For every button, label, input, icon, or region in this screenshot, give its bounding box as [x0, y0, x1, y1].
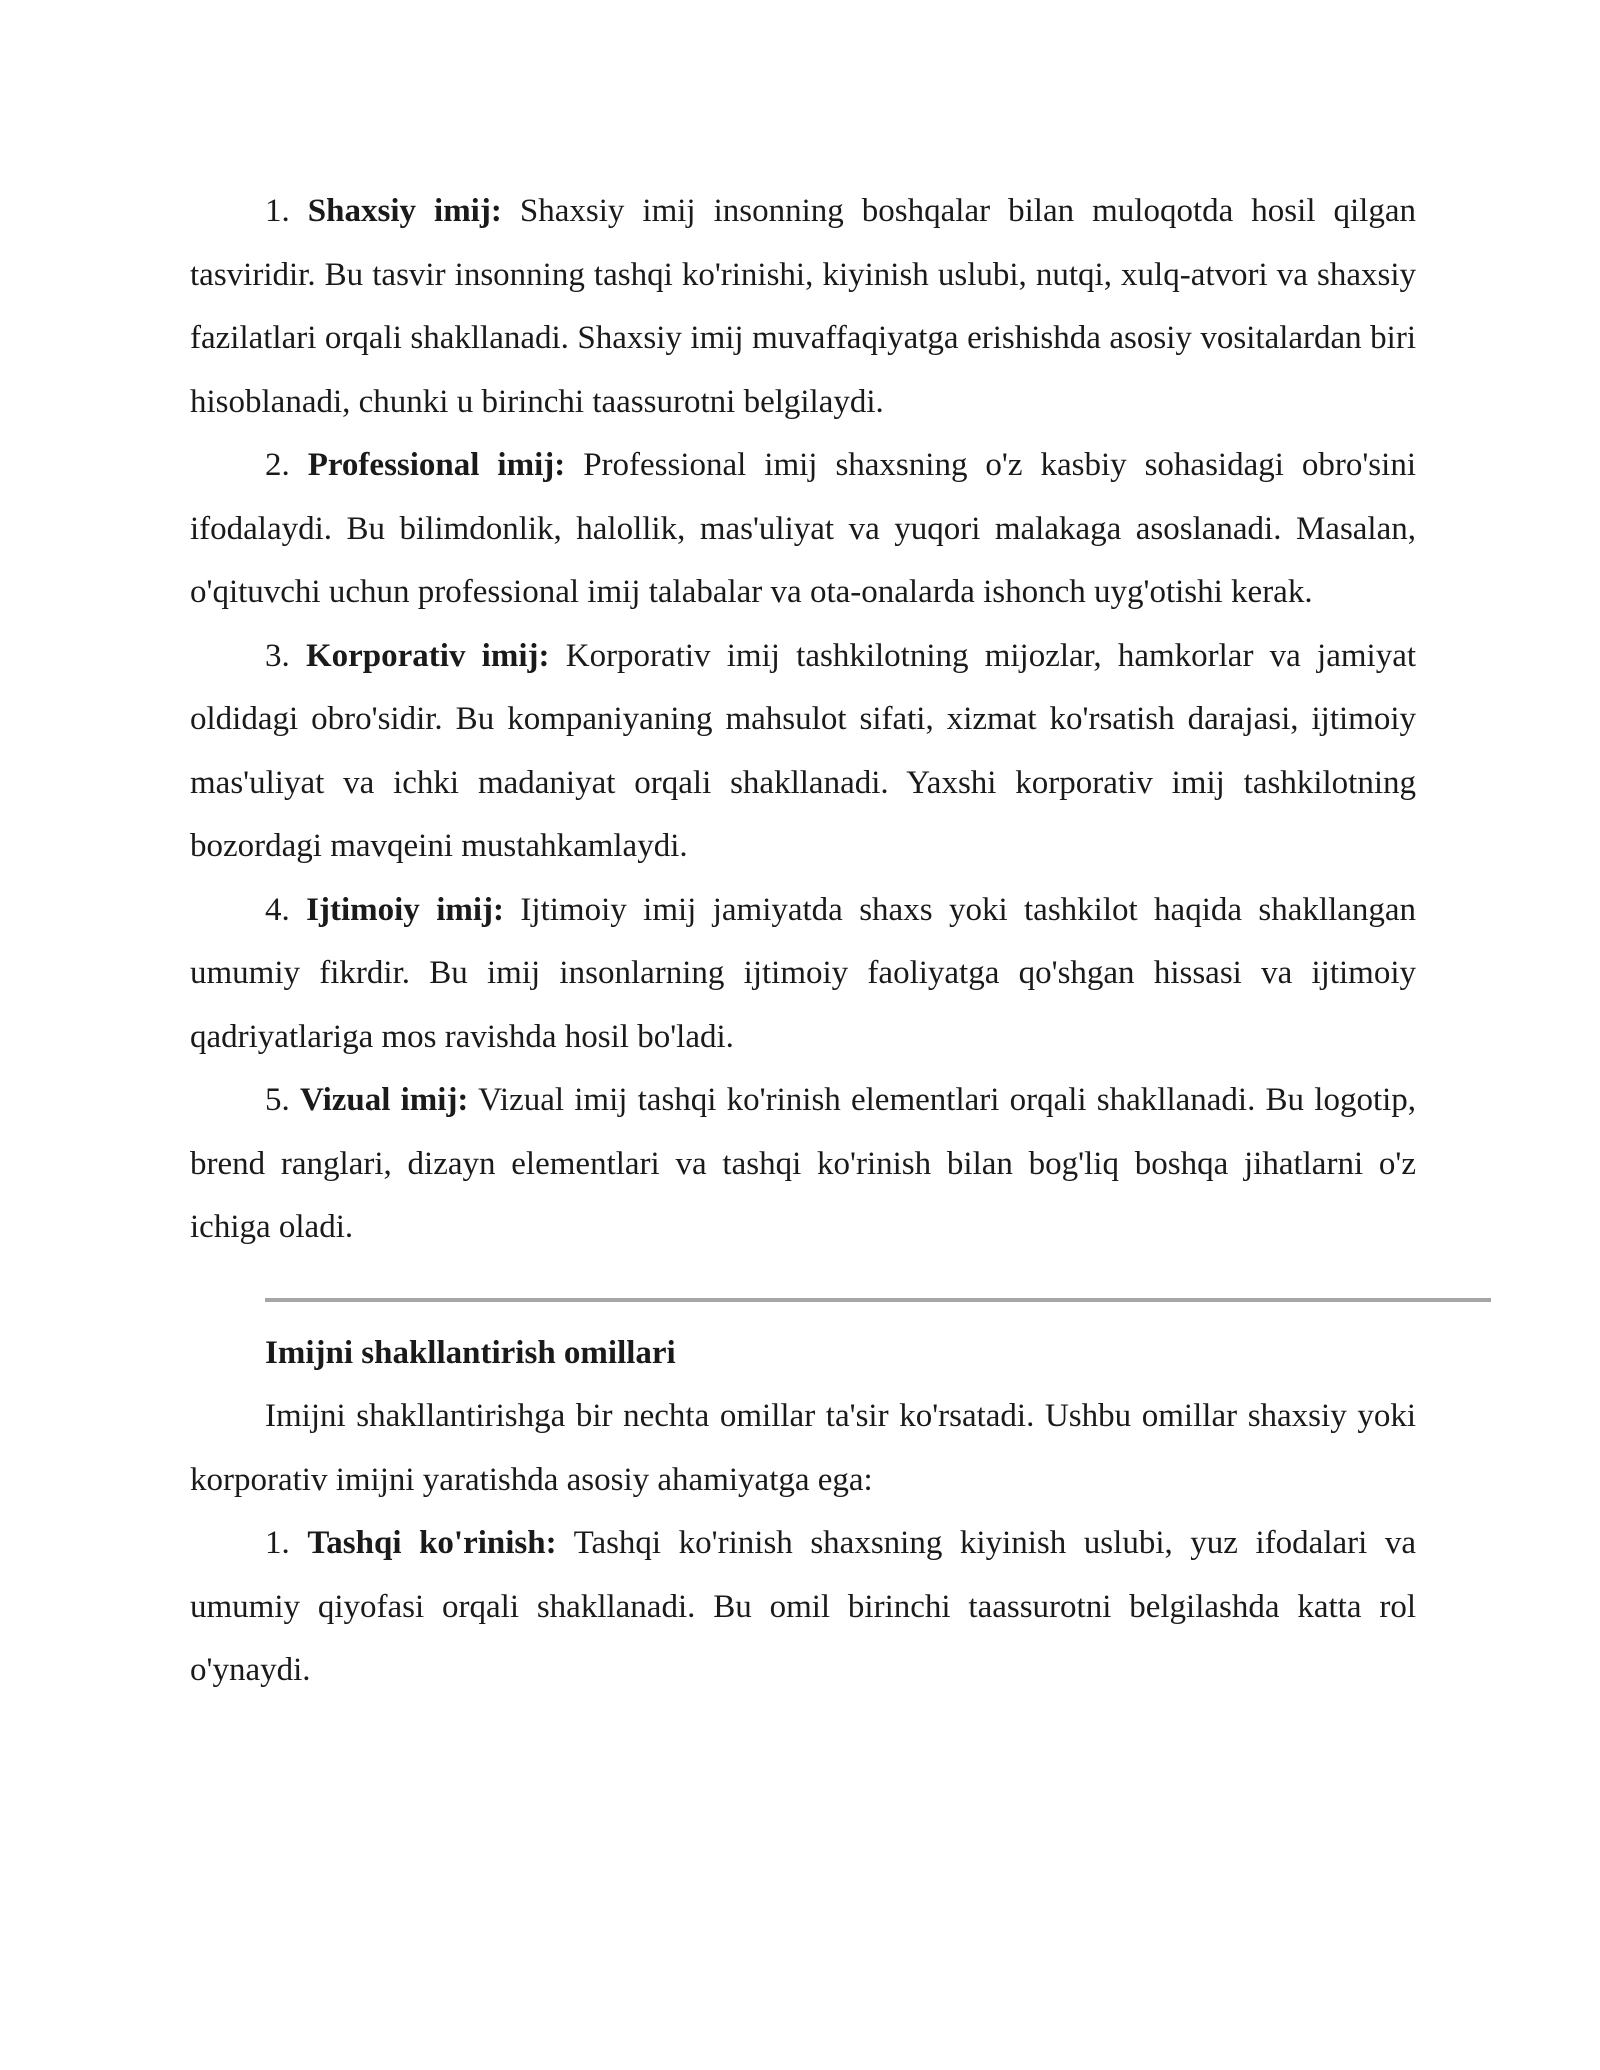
list-item-personal-image — [190, 180, 1416, 434]
section-heading: Imijni shakllantirish omillari — [265, 1334, 676, 1371]
list-item-appearance — [190, 1512, 1416, 1703]
item-text: Tashqi ko'rinish shaxsning kiyinish uslubi, yuz ifodalari va umumiy qiyofasi orqali shakllanadi. Bu omil birinchi taassurotni belgilashda katta rol o'ynaydi. — [190, 1525, 1416, 1688]
item-text: Korporativ imij tashkilotning mijozlar, hamkorlar va jamiyat oldidagi obro'sidir. Bu kompaniyaning mahsulot sifati, xizmat ko'rsatish darajasi, ijtimoiy mas'uliyat va ichki madaniyat orqali shakllanadi. Yaxshi korporativ imij tashkilotning bozordagi mavqeini mustahkamlaydi. — [190, 637, 1417, 864]
item-number: 5. — [265, 1082, 290, 1118]
item-text: Ijtimoiy imij jamiyatda shaxs yoki tashkilot haqida shakllangan umumiy fikrdir. Bu imij insonlarning ijtimoiy faoliyatga qo'shgan hissasi va ijtimoiy qadriyatlariga mos ravishda hosil bo'ladi. — [190, 891, 1417, 1055]
section-intro: Imijni shakllantirishga bir nechta omillar ta'sir ko'rsatadi. Ushbu omillar shaxsiy yoki korporativ imijni yaratishda asosiy ahamiyatga ega: — [190, 1398, 1416, 1498]
item-number: 2. — [265, 447, 290, 483]
document-body — [190, 180, 1416, 1703]
list-item-visual-image — [190, 1069, 1416, 1260]
list-item-professional-image — [190, 434, 1416, 625]
item-number: 4. — [265, 891, 290, 928]
item-text: Professional imij shaxsning o'z kasbiy sohasidagi obro'sini ifodalaydi. Bu bilimdonlik, halollik, mas'uliyat va yuqori malakaga asoslanadi. Masalan, o'qituvchi uchun professional imij talabalar va ota-onalarda ishonch uyg'otishi kerak. — [190, 447, 1416, 610]
list-item-corporate-image — [190, 625, 1416, 879]
item-text: Shaxsiy imij insonning boshqalar bilan muloqotda hosil qilgan tasviridir. Bu tasvir insonning tashqi ko'rinishi, kiyinish uslubi, nutqi, xulq-atvori va shaxsiy fazilatlari orqali shakllanadi. Shaxsiy imij muvaffaqiyatga erishishda asosiy vositalardan biri hisoblanadi, chunki u birinchi taassurotni belgilaydi. — [190, 193, 1416, 420]
item-term: Korporativ imij: — [305, 637, 550, 674]
item-number: 3. — [265, 637, 290, 674]
item-text: Vizual imij tashqi ko'rinish elementlari orqali shakllanadi. Bu logotip, brend ranglari, dizayn elementlari va tashqi ko'rinish bilan bog'liq boshqa jihatlarni o'z ichiga oladi. — [190, 1082, 1417, 1245]
list-item-social-image — [190, 879, 1416, 1070]
item-term: Shaxsiy imij: — [307, 193, 502, 229]
item-number: 1. — [265, 1525, 290, 1561]
item-term: Professional imij: — [307, 447, 566, 483]
item-number: 1. — [265, 193, 290, 229]
item-term: Tashqi ko'rinish: — [307, 1525, 557, 1561]
item-term: Ijtimoiy imij: — [306, 891, 505, 928]
horizontal-divider — [265, 1298, 1491, 1302]
item-term: Vizual imij: — [299, 1082, 469, 1118]
